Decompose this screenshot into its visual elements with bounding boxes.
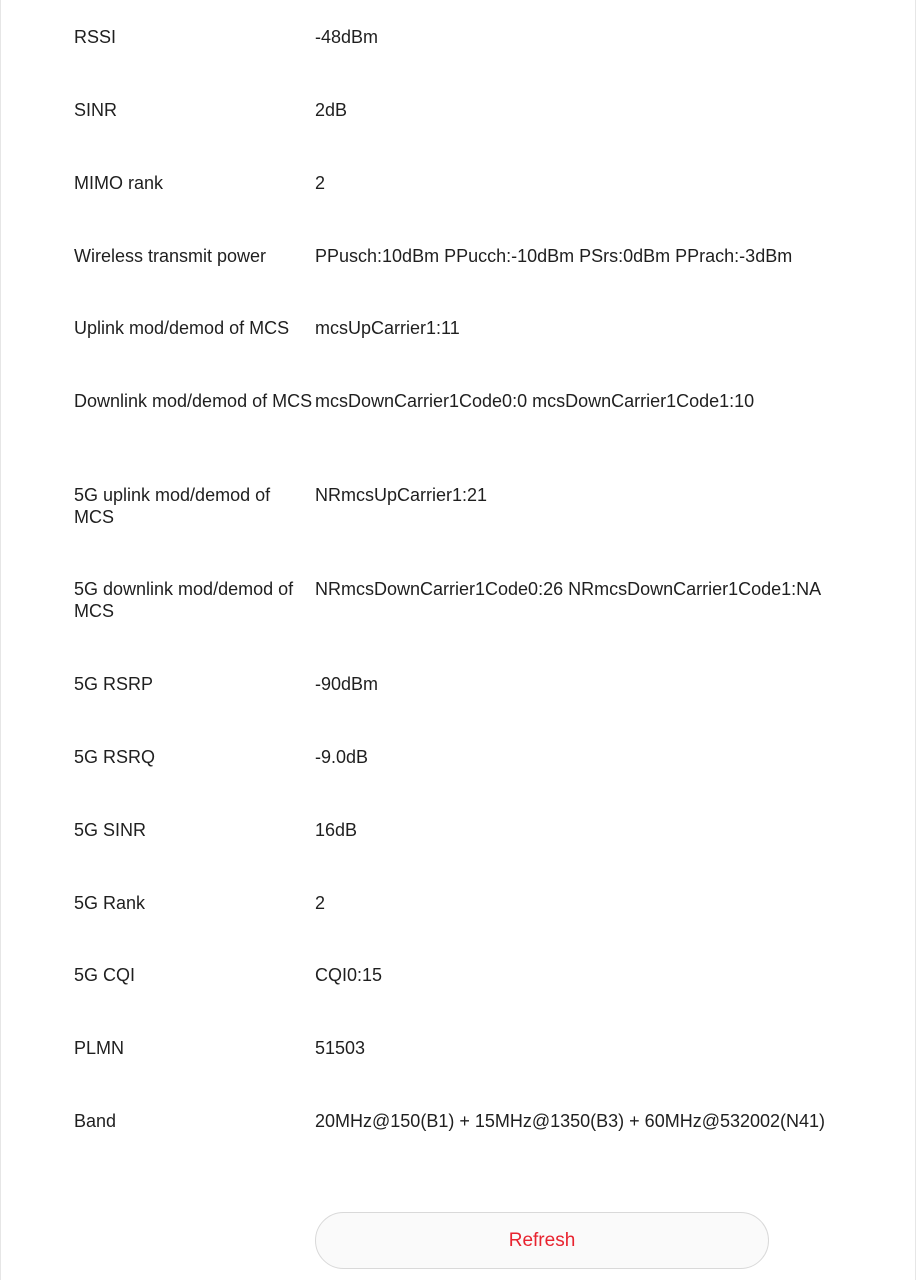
info-label: 5G RSRQ <box>74 747 156 767</box>
info-label: 5G uplink mod/demod of MCS <box>74 485 271 527</box>
info-row-band <box>74 1110 874 1150</box>
info-value: -90dBm <box>315 674 379 694</box>
info-row-sinr <box>74 99 874 172</box>
info-label: MIMO rank <box>74 173 164 193</box>
info-label: Uplink mod/demod of MCS <box>74 318 290 338</box>
info-row-5g-rank <box>74 892 874 964</box>
info-row-5g-rsrp <box>74 673 874 746</box>
info-value: PPusch:10dBm PPucch:-10dBm PSrs:0dBm PPrach:-3dBm <box>315 246 793 266</box>
info-value: 2 <box>315 173 326 193</box>
info-row-transmit-power <box>74 245 874 317</box>
info-row-plmn <box>74 1037 874 1110</box>
info-label: PLMN <box>74 1038 125 1058</box>
info-row-uplink-mcs <box>74 317 874 390</box>
info-value: NRmcsDownCarrier1Code0:26 NRmcsDownCarrier1Code1:NA <box>315 579 822 599</box>
info-row-5g-downlink-mcs <box>74 578 874 673</box>
info-row-rssi <box>74 26 874 99</box>
info-row-downlink-mcs <box>74 390 874 484</box>
info-row-5g-cqi <box>74 964 874 1037</box>
info-label: 5G CQI <box>74 965 136 985</box>
device-info-table <box>74 26 874 1150</box>
info-value: -9.0dB <box>315 747 369 767</box>
refresh-button[interactable]: Refresh <box>315 1212 769 1269</box>
info-value: 2 <box>315 893 326 913</box>
info-value: 20MHz@150(B1) + 15MHz@1350(B3) + 60MHz@532002(N41) <box>315 1111 826 1131</box>
info-value: CQI0:15 <box>315 965 383 985</box>
info-row-5g-uplink-mcs <box>74 484 874 578</box>
info-row-5g-rsrq <box>74 746 874 819</box>
info-label: Downlink mod/demod of MCS <box>74 391 313 411</box>
info-value: 16dB <box>315 820 358 840</box>
info-label: 5G downlink mod/demod of MCS <box>74 579 294 621</box>
info-label: Wireless transmit power <box>74 246 267 266</box>
info-row-5g-sinr <box>74 819 874 892</box>
info-label: 5G SINR <box>74 820 147 840</box>
info-value: 2dB <box>315 100 348 120</box>
page-left-edge <box>0 0 1 1280</box>
info-row-mimo-rank <box>74 172 874 245</box>
info-label: Band <box>74 1111 117 1131</box>
info-label: 5G RSRP <box>74 674 154 694</box>
info-value: 51503 <box>315 1038 366 1058</box>
info-label: 5G Rank <box>74 893 146 913</box>
info-value: mcsDownCarrier1Code0:0 mcsDownCarrier1Code1:10 <box>315 391 755 411</box>
info-label: SINR <box>74 100 118 120</box>
info-value: mcsUpCarrier1:11 <box>315 318 460 338</box>
info-value: -48dBm <box>315 27 379 47</box>
info-label: RSSI <box>74 27 117 47</box>
info-value: NRmcsUpCarrier1:21 <box>315 485 488 505</box>
